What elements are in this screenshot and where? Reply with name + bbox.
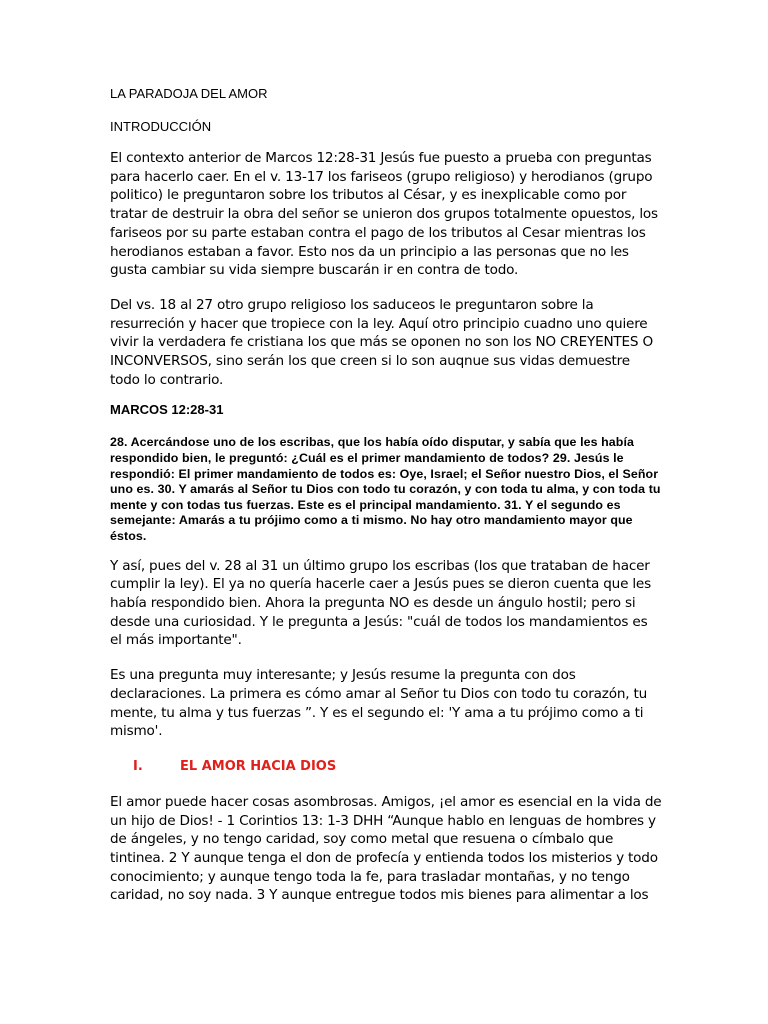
document-title: LA PARADOJA DEL AMOR	[110, 86, 268, 101]
section-heading	[110, 757, 662, 777]
scripture-reference: MARCOS 12:28-31	[110, 402, 224, 418]
introduction-heading: INTRODUCCIÓN	[110, 119, 212, 134]
section-title: EL AMOR HACIA DIOS	[180, 758, 337, 774]
paragraph-amor: El amor puede hacer cosas asombrosas. Amigos, ¡el amor es esencial en la vida de un hijo de Dios! - 1 Corintios 13: 1-3 DHH “Aunque hablo en lenguas de hombres y de ángeles, y no tengo caridad, soy como metal que resuena o címbalo que tintinea. 2 Y aunque tenga el don de profecía y entienda todos los misterios y todo conocimiento; y aunque tengo toda la fe, para trasladar montañas, y no tengo caridad, no soy nada. 3 Y aunque entregue todos mis bienes para alimentar a los	[110, 793, 662, 904]
scripture-text: 28. Acercándose uno de los escribas, que los había oído disputar, y sabía que les había respondido bien, le preguntó: ¿Cuál es el primer mandamiento de todos? 29. Jesús le respondió: El primer mandamiento de todos es: Oye, Israel; el Señor nuestro Dios, el Señor uno es. 30. Y amarás al Señor tu Dios con todo tu corazón, y con toda tu alma, y con toda tu mente y con todas tus fuerzas. Este es el principal mandamiento. 31. Y el segundo es semejante: Amarás a tu prójimo como a ti mismo. No hay otro mandamiento mayor que éstos.	[110, 435, 661, 543]
section-number: I.	[133, 758, 143, 774]
paragraph-pregunta: Es una pregunta muy interesante; y Jesús resume la pregunta con dos declaraciones. La primera es cómo amar al Señor tu Dios con todo tu corazón, tu mente, tu alma y tus fuerzas ”. Y es el segundo el: 'Y ama a tu prójimo como a ti mismo'.	[110, 667, 648, 740]
paragraph-saduceos: Del vs. 18 al 27 otro grupo religioso los saduceos le preguntaron sobre la resurreción y hacer que tropiece con la ley. Aquí otro principio cuadno uno quiere vivir la verdadera fe cristiana los que más se oponen no son los NO CREYENTES O INCONVERSOS, sino serán los que creen si lo son auqnue sus vidas demuestre todo lo contrario.	[110, 296, 653, 388]
paragraph-context: El contexto anterior de Marcos 12:28-31 Jesús fue puesto a prueba con preguntas para hacerlo caer. En el v. 13-17 los fariseos (grupo religioso) y herodianos (grupo politico) le preguntaron sobre los tributos al César, y es inexplicable como por tratar de destruir la obra del señor se unieron dos grupos totalmente opuestos, los fariseos por su parte estaban contra el pago de los tributos al Cesar mientras los herodianos estaban a favor. Esto nos da un principio a las personas que no les gusta cambiar su vida siempre buscarán ir en contra de todo.	[110, 150, 658, 279]
paragraph-escribas: Y así, pues del v. 28 al 31 un último grupo los escribas (los que trataban de hacer cumplir la ley). El ya no quería hacerle caer a Jesús pues se dieron cuenta que les había respondido bien. Ahora la pregunta NO es desde un ángulo hostil; pero si desde una curiosidad. Y le pregunta a Jesús: "cuál de todos los mandamientos es el más importante".	[110, 557, 651, 649]
document-body	[110, 85, 662, 905]
